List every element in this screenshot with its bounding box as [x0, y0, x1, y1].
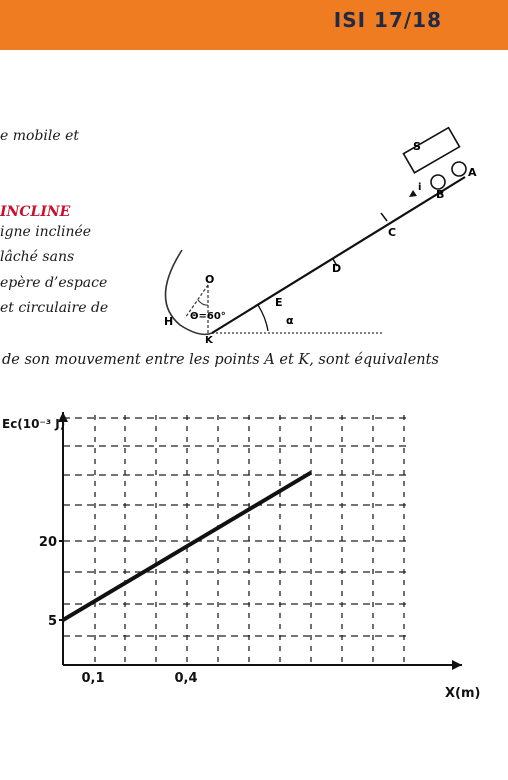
label-e: E — [275, 296, 283, 309]
label-i: i — [418, 182, 422, 193]
para-line-1: igne inclinée — [0, 224, 92, 240]
label-d: D — [332, 262, 342, 275]
x-tick-label: 0,4 — [174, 671, 198, 686]
label-b: B — [436, 188, 445, 201]
x-tick-label: 0,1 — [81, 671, 105, 686]
x-axis-label: X(m) — [445, 686, 481, 701]
label-h: H — [164, 315, 174, 328]
statement-line: de son mouvement entre les points A et K, sont équivalents — [2, 352, 439, 368]
label-s: S — [413, 140, 421, 153]
label-c: C — [388, 226, 397, 239]
para-line-2: lâché sans — [0, 249, 75, 265]
label-alpha: α — [286, 314, 294, 327]
y-axis-label: Ec(10⁻³ J) — [2, 417, 66, 431]
header-title: ISI 17/18 — [333, 8, 442, 32]
x-axis-arrow — [452, 660, 462, 670]
chart-labels — [2, 417, 480, 701]
para-line-3: epère d’espace — [0, 275, 108, 291]
text-line-1: e mobile et — [0, 128, 80, 144]
section-heading: INCLINE — [0, 204, 71, 220]
label-o: O — [205, 273, 215, 286]
label-a: A — [468, 166, 477, 179]
para-line-4: et circulaire de — [0, 300, 109, 316]
chart-grid — [63, 415, 407, 665]
label-k: K — [205, 335, 213, 346]
label-theta: Θ=60° — [190, 311, 226, 322]
y-tick-label: 5 — [47, 614, 57, 629]
y-tick-label: 20 — [38, 535, 57, 550]
